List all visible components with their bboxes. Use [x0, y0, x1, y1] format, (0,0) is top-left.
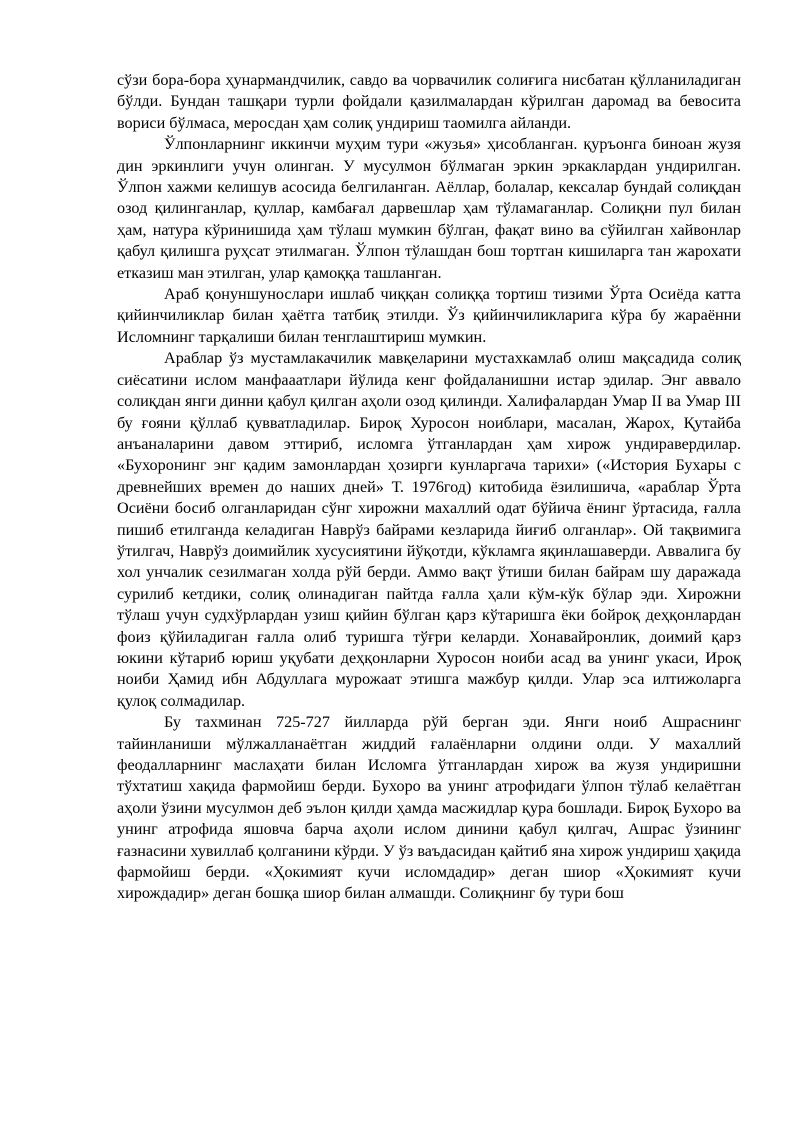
paragraph-tax-system: Араб қонуншунослари ишлаб чиққан солиққа тортиш тизими Ўрта Осиёда катта қийинчиликлар билан ҳаётга татбиқ этилди. Ўз қийинчиликларига кўра бу жараённи Исломнинг тарқалиши билан тенглаштириш мумкин. — [117, 285, 741, 346]
paragraph-ashras: Бу тахминан 725-727 йилларда рўй берган эди. Янги ноиб Ашраснинг тайинланиши мўлжалланаётган жиддий ғалаёнларни олдини олди. У махаллий феодалларнинг маслаҳати билан Исломга ўтганлардан хирож ва жузя ундиришни тўхтатиш хақида фармойиш берди. Бухоро ва унинг атрофидаги ўлпон тўлаб келаётган аҳоли ўзини мусулмон деб эълон қилди ҳамда масжидлар қура бошлади. Бироқ Бухоро ва унинг атрофида яшовча барча аҳоли ислом динини қабул қилгач, Ашрас ўзининг ғазнасини хувиллаб қолганини кўрди. У ўз ваъдасидан қайтиб яна хирож ундириш ҳақида фармойиш берди. «Ҳокимият кучи исломдадир» деган шиор «Ҳокимият кучи хирождадир» деган бошқа шиор билан алмашди. Солиқнинг бу тури бош — [117, 713, 741, 903]
paragraph-jizya: Ўлпонларнинг иккинчи муҳим тури «жузья» ҳисобланган. қуръонга биноан жузя дин эркинлиги учун олинган. У мусулмон бўлмаган эркин эркаклардан ундирилган. Ўлпон хажми келишув асосида белгиланган. Аёллар, болалар, кексалар бундай солиқдан озод қилинганлар, қуллар, камбағал дарвешлар ҳам тўламаганлар. Солиқни пул билан ҳам, натура кўринишида ҳам тўлаш мумкин бўлган, фақат вино ва сўйилган хайвонлар қабул қилишга руҳсат этилмаган. Ўлпон тўлашдан бош тортган кишиларга тан жарохати етказиш ман этилган, улар қамоққа ташланган. — [117, 135, 741, 282]
paragraph-arab-policy: Араблар ўз мустамлакачилик мавқеларини мустахкамлаб олиш мақсадида солиқ сиёсатини ислом манфааатлари йўлида кенг фойдаланишни истар эдилар. Энг аввало солиқдан янги динни қабул қилган аҳоли озод қилинди. Халифалардан Умар II ва Умар III бу ғояни қўллаб қувватладилар. Бироқ Хуросон ноиблари, масалан, Жарох, Қутайба анъаналарини давом эттириб, исломга ўтганлардан ҳам хирож ундиравердилар. «Бухоронинг энг қадим замонлардан ҳозирги кунларгача тарихи» («История Бухары с древнейших времен до наших дней» Т. 1976год) китобида ёзилишича, «араблар Ўрта Осиёни босиб олганларидан сўнг хирожни махаллий одат бўйича ёнинг ўртасида, ғалла пишиб етилганда келадиган Наврўз байрами кезларида йиғиб олганлар». Ой тақвимига ўтилгач, Наврўз доимийлик хусусиятини йўқотди, кўкламга яқинлашаверди. Аввалига бу хол унчалик сезилмаган холда рўй берди. Аммо вақт ўтиши билан байрам шу даражада сурилиб кетдики, солиқ олинадиган пайтда ғалла ҳали кўм-кўк бўлар эди. Хирожни тўлаш учун судхўрлардан узиш қийин бўлган қарз кўтаришга ёки бойроқ деҳқонлардан фоиз қўйиладиган ғалла олиб туришга тўғри келарди. Хонавайронлик, доимий қарз юкини кўтариб юриш уқубати деҳқонларни Хуросон ноиби асад ва унинг укаси, Ироқ ноиби Ҳамид ибн Абдуллага мурожаат этишга мажбур қилди. Улар эса илтижоларга қулоқ солмадилар. — [117, 349, 741, 710]
document-page — [117, 70, 741, 905]
paragraph-continuation: сўзи бора-бора ҳунармандчилик, савдо ва чорвачилик солиғига нисбатан қўлланиладиган бўлди. Бундан ташқари турли фойдали қазилмалардан кўрилган даромад ва бевосита вориси бўлмаса, меросдан ҳам солиқ ундириш таомилга айланди. — [117, 71, 741, 132]
